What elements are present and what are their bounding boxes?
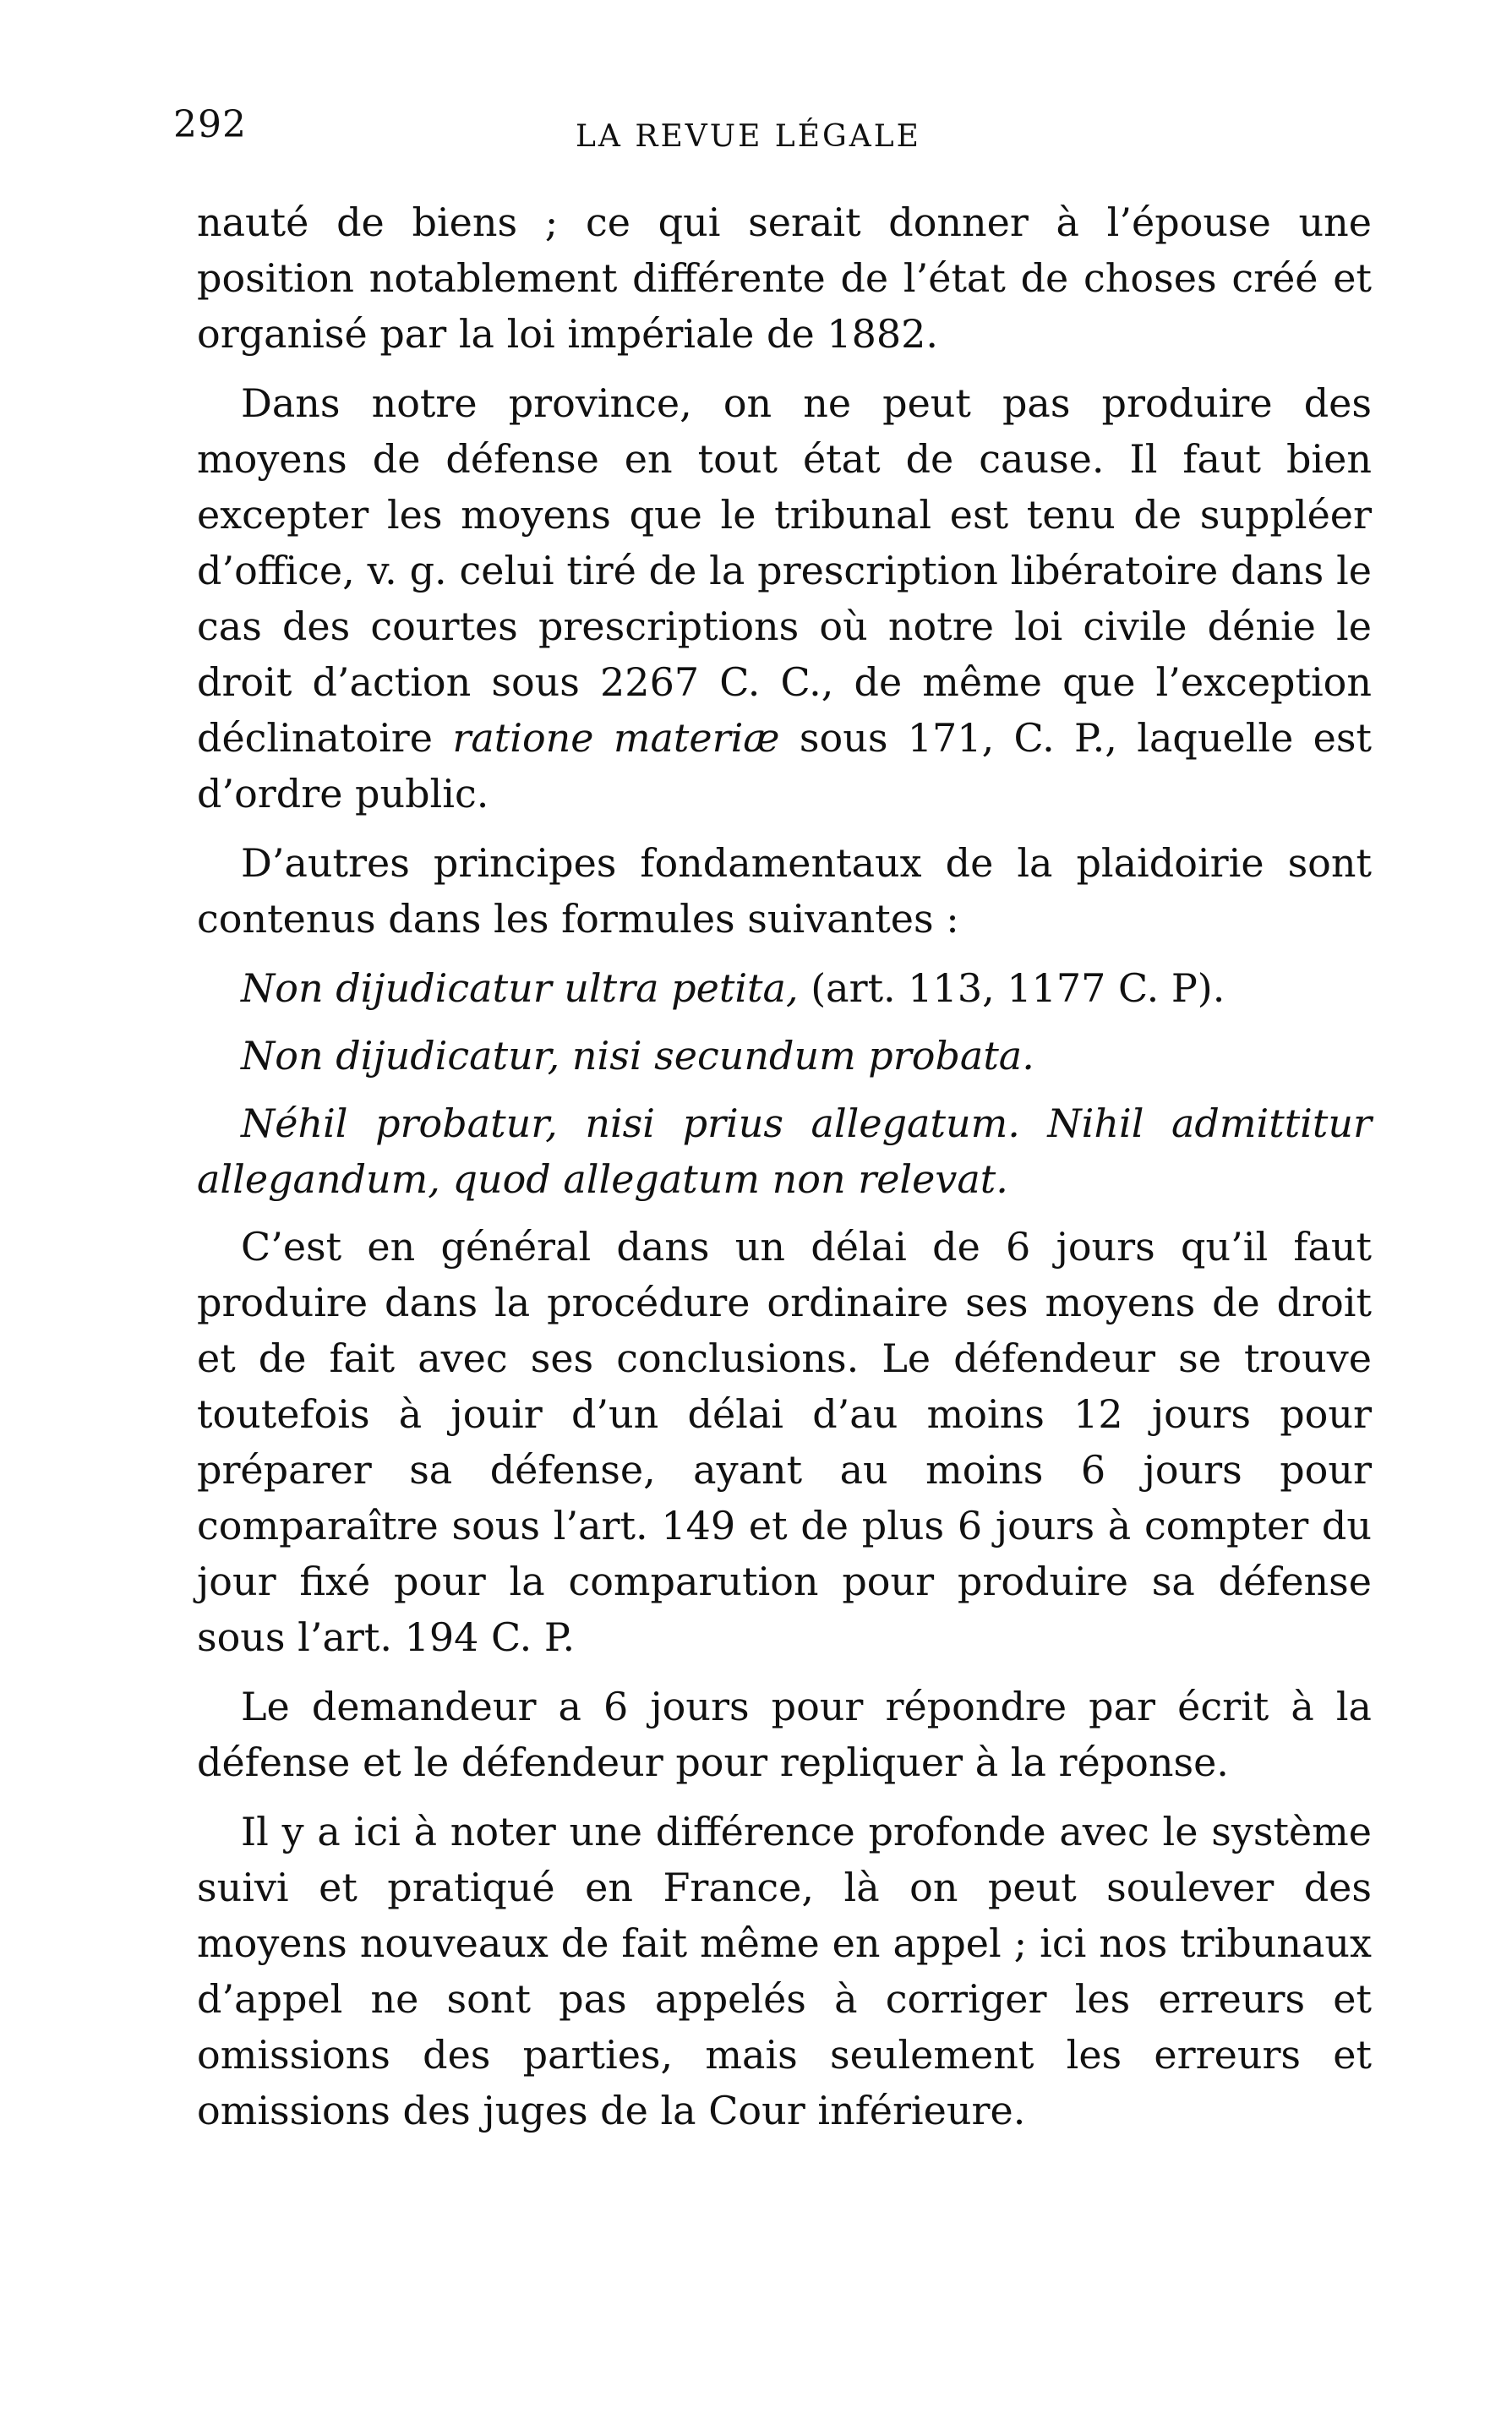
latin-term-ratione-materiae: ratione materiæ [452,715,780,761]
maxim-secundum-probata: Non dijudicatur, nisi secundum probata. [241,1033,1034,1079]
paragraph-continuation: nauté de biens ; ce qui serait donner à l’épouse une position notablement différente de l’état de choses créé et organisé par la loi impériale de 1882. [197,199,1372,357]
maxim-prius-allegatum-text: Néhil probatur, nisi prius allegatum. Nihil admittitur allegandum, quod allegatum non relevat. [197,1100,1372,1202]
maxim-prius-allegatum [197,1095,1372,1207]
page-number: 292 [173,103,247,146]
maxim-ultra-petita [197,960,1372,1016]
paragraph-france-comparison: Il y a ici à noter une différence profonde avec le système suivi et pratiqué en France, là on peut soulever des moyens nouveaux de fait même en appel ; ici nos tribunaux d’appel ne sont pas appelés à corriger les erreurs et omissions des parties, mais seulement les erreurs et omissions des juges de la Cour inférieure. [197,1809,1372,2133]
paragraph-principles: D’autres principes fondamentaux de la plaidoirie sont contenus dans les formules suivantes : [197,840,1372,942]
running-title: LA REVUE LÉGALE [576,119,921,154]
paragraph-reply: Le demandeur a 6 jours pour répondre par écrit à la défense et le défendeur pour repliquer à la réponse. [197,1684,1372,1785]
page-body [197,194,1372,2152]
paragraph-defense-means-end: sous 171, C. P., laquelle est d’ordre public. [197,715,1372,816]
paragraph-defense-means-text: Dans notre province, on ne peut pas produire des moyens de défense en tout état de cause. Il faut bien excepter les moyens que le tribunal est tenu de suppléer d’office, v. g. celui tiré de la prescription libératoire dans le cas des courtes prescriptions où notre loi civile dénie le droit d’action sous 2267 C. C., de même que l’exception déclinatoire [197,380,1372,761]
maxim-ultra-petita-latin: Non dijudicatur ultra petita, [241,965,799,1011]
paragraph-delays: C’est en général dans un délai de 6 jours qu’il faut produire dans la procédure ordinaire ses moyens de droit et de fait avec ses conclusions. Le défendeur se trouve toutefois à jouir d’un délai d’au moins 12 jours pour préparer sa défense, ayant au moins 6 jours pour comparaître sous l’art. 149 et de plus 6 jours à compter du jour fixé pour la comparution pour produire sa défense sous l’art. 194 C. P. [197,1224,1372,1660]
page-header [173,100,1373,167]
maxim-ultra-petita-reference: (art. 113, 1177 C. P). [811,965,1225,1011]
paragraph-defense-means [197,375,1372,822]
